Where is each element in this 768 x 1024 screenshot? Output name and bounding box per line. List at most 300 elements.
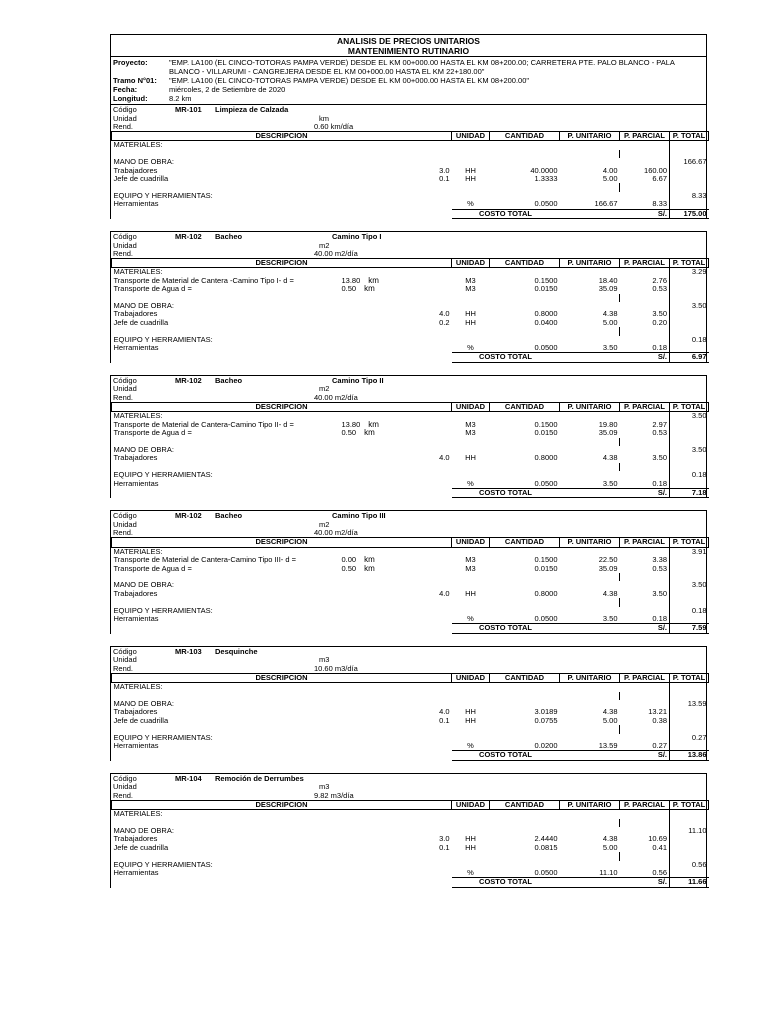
empty-cell xyxy=(560,819,620,827)
equipment-cantidad: 0.0500 xyxy=(534,200,558,209)
material-cantidad: 0.1500 xyxy=(534,276,558,285)
costo-total-value: 6.97 xyxy=(670,353,709,362)
equipment-unit: % xyxy=(467,344,474,353)
item-name: Remoción de Derrumbes xyxy=(215,773,304,783)
materiales-label: MATERIALES: xyxy=(113,267,163,277)
material-p-parcial: 2.76 xyxy=(652,276,667,285)
item-name: Desquinche xyxy=(215,646,258,656)
col-cantidad: CANTIDAD xyxy=(490,673,560,682)
currency-label: S/. xyxy=(620,353,670,362)
mano-obra-label: MANO DE OBRA: xyxy=(113,581,174,590)
labor-unit: HH xyxy=(465,843,476,852)
col-p-unitario: P. UNITARIO xyxy=(560,402,620,411)
currency-label: S/. xyxy=(620,488,670,497)
unidad-label: Unidad xyxy=(113,384,137,394)
empty-cell xyxy=(452,573,490,581)
item-unit: km xyxy=(319,113,329,123)
labor-p-unitario: 5.00 xyxy=(602,843,618,852)
equipment-row xyxy=(112,869,709,878)
item-unit: m3 xyxy=(319,782,330,792)
apu-table xyxy=(111,673,709,761)
empty-cell xyxy=(670,573,709,581)
total-spacer xyxy=(340,353,452,362)
costo-total-label: COSTO TOTAL xyxy=(452,353,560,362)
material-unit: M3 xyxy=(465,285,476,294)
unidad-label: Unidad xyxy=(113,519,137,529)
empty-cell xyxy=(620,294,670,302)
equipment-quantity xyxy=(340,200,452,209)
materiales-heading-row xyxy=(112,268,709,277)
labor-cantidad: 0.0755 xyxy=(534,716,558,725)
labor-p-unitario: 4.38 xyxy=(602,454,618,463)
empty-cell xyxy=(620,692,670,700)
item-unit: m2 xyxy=(319,240,330,250)
currency-label: S/. xyxy=(620,878,670,887)
material-desc-text: Transporte de Material de Cantera-Camino Tipo III- d = xyxy=(113,556,297,565)
equipment-quantity xyxy=(340,615,452,624)
materiales-heading-row xyxy=(112,141,709,150)
empty-cell xyxy=(340,183,452,191)
materiales-label: MATERIALES: xyxy=(113,809,163,819)
empty-cell xyxy=(490,598,560,606)
labor-description: Jefe de cuadrilla xyxy=(113,318,169,327)
apu-block xyxy=(110,773,707,888)
material-p-parcial: 0.53 xyxy=(652,429,667,438)
material-cantidad: 0.0150 xyxy=(534,564,558,573)
costo-total-value: 7.59 xyxy=(670,624,709,633)
labor-p-parcial: 3.50 xyxy=(652,589,667,598)
apu-block xyxy=(110,375,707,498)
labor-p-parcial: 0.38 xyxy=(652,716,667,725)
empty-cell xyxy=(452,327,490,335)
material-p-unitario: 22.50 xyxy=(598,556,618,565)
labor-p-total xyxy=(670,310,709,318)
empty-cell xyxy=(112,852,340,860)
costo-total-row xyxy=(112,624,709,633)
apu-table xyxy=(111,258,709,363)
labor-unit: HH xyxy=(465,716,476,725)
total-spacer xyxy=(560,488,620,497)
material-p-total xyxy=(670,421,709,429)
labor-quantity: 0.1 xyxy=(439,175,450,184)
material-p-unitario: 35.09 xyxy=(598,564,618,573)
labor-row xyxy=(112,175,709,183)
total-spacer xyxy=(112,488,340,497)
empty-cell xyxy=(670,819,709,827)
equipment-p-total xyxy=(670,480,709,489)
equipment-row xyxy=(112,344,709,353)
empty-cell xyxy=(490,819,560,827)
mano-obra-total: 13.59 xyxy=(670,700,709,708)
total-spacer xyxy=(340,624,452,633)
apu-sheet xyxy=(110,34,707,888)
empty-cell xyxy=(620,819,670,827)
col-descripcion: DESCRIPCION xyxy=(112,673,452,682)
material-cantidad: 0.1500 xyxy=(534,556,558,565)
material-p-total xyxy=(670,285,709,293)
mano-obra-total: 11.10 xyxy=(670,827,709,835)
empty-cell xyxy=(340,438,452,446)
item-rend: 0.60 km/día xyxy=(314,122,354,131)
item-code: MR-102 xyxy=(175,375,202,385)
empty-cell xyxy=(620,150,670,158)
col-p-parcial: P. PARCIAL xyxy=(620,673,670,682)
empty-cell xyxy=(340,819,452,827)
costo-total-label: COSTO TOTAL xyxy=(452,878,560,887)
equipment-quantity xyxy=(340,742,452,751)
labor-p-parcial: 0.41 xyxy=(652,843,667,852)
item-info xyxy=(111,376,706,402)
labor-p-total xyxy=(670,717,709,725)
col-p-unitario: P. UNITARIO xyxy=(560,538,620,547)
labor-p-parcial: 13.21 xyxy=(648,708,667,717)
labor-description: Trabajadores xyxy=(113,166,158,175)
col-p-total: P. TOTAL xyxy=(670,402,709,411)
analysis-blocks xyxy=(110,104,707,888)
empty-cell xyxy=(340,725,452,733)
labor-p-total xyxy=(670,844,709,852)
total-spacer xyxy=(560,209,620,218)
unidad-label: Unidad xyxy=(113,240,137,250)
item-info xyxy=(111,105,706,131)
empty-cell xyxy=(340,598,452,606)
empty-cell xyxy=(670,327,709,335)
labor-p-unitario: 4.00 xyxy=(602,166,618,175)
empty-cell xyxy=(490,692,560,700)
total-spacer xyxy=(560,878,620,887)
col-descripcion: DESCRIPCION xyxy=(112,402,452,411)
project-header xyxy=(110,56,707,104)
material-unit: M3 xyxy=(465,420,476,429)
mano-obra-total: 166.67 xyxy=(670,158,709,166)
labor-cantidad: 0.0400 xyxy=(534,318,558,327)
col-p-unitario: P. UNITARIO xyxy=(560,259,620,268)
item-subtitle: Camino Tipo II xyxy=(332,375,384,385)
material-distance xyxy=(340,277,452,285)
equipment-p-parcial: 0.18 xyxy=(652,479,667,488)
labor-row xyxy=(112,717,709,725)
equipment-p-total xyxy=(670,869,709,878)
materiales-total: 3.91 xyxy=(670,547,709,556)
mano-obra-total: 3.50 xyxy=(670,581,709,589)
equipment-p-parcial: 0.27 xyxy=(652,741,667,750)
labor-unit: HH xyxy=(465,310,476,319)
col-p-unitario: P. UNITARIO xyxy=(560,673,620,682)
col-p-parcial: P. PARCIAL xyxy=(620,800,670,809)
labor-p-parcial: 3.50 xyxy=(652,310,667,319)
labor-description: Trabajadores xyxy=(113,835,158,844)
equipment-p-parcial: 0.56 xyxy=(652,869,667,877)
col-unidad: UNIDAD xyxy=(452,259,490,268)
total-spacer xyxy=(340,751,452,760)
table-header-row xyxy=(112,538,709,547)
costo-total-row xyxy=(112,878,709,887)
item-code: MR-102 xyxy=(175,232,202,242)
apu-table xyxy=(111,131,709,219)
equipo-total: 0.56 xyxy=(670,861,709,869)
table-header-row xyxy=(112,132,709,141)
total-spacer xyxy=(340,209,452,218)
spacer-row xyxy=(112,327,709,335)
costo-total-row xyxy=(112,488,709,497)
materiales-total: 3.29 xyxy=(670,268,709,277)
equipment-cantidad: 0.0500 xyxy=(534,614,558,623)
codigo-label: Código xyxy=(113,511,137,521)
empty-cell xyxy=(670,463,709,471)
empty-cell xyxy=(112,819,340,827)
materiales-total xyxy=(670,810,709,819)
empty-cell xyxy=(112,725,340,733)
item-subtitle: Camino Tipo I xyxy=(332,232,382,242)
col-p-parcial: P. PARCIAL xyxy=(620,132,670,141)
labor-row xyxy=(112,708,709,716)
empty-cell xyxy=(112,573,340,581)
material-row xyxy=(112,565,709,573)
total-spacer xyxy=(112,624,340,633)
labor-quantity: 4.0 xyxy=(439,310,450,319)
empty-cell xyxy=(490,573,560,581)
empty-cell xyxy=(620,183,670,191)
materiales-heading-row xyxy=(112,547,709,556)
labor-p-unitario: 4.38 xyxy=(602,708,618,717)
distance-value: 13.80 xyxy=(341,420,361,429)
materiales-label: MATERIALES: xyxy=(113,411,163,421)
equipo-heading-row xyxy=(112,336,709,344)
equipo-total: 8.33 xyxy=(670,192,709,200)
materiales-total xyxy=(670,141,709,150)
material-p-parcial: 0.53 xyxy=(652,564,667,573)
equipo-heading-row xyxy=(112,471,709,479)
equipment-p-total xyxy=(670,200,709,209)
equipment-row xyxy=(112,480,709,489)
materiales-label: MATERIALES: xyxy=(113,547,163,556)
codigo-label: Código xyxy=(113,232,137,242)
col-p-total: P. TOTAL xyxy=(670,259,709,268)
item-info xyxy=(111,774,706,800)
title-line-2: MANTENIMIENTO RUTINARIO xyxy=(347,46,470,56)
labor-p-total xyxy=(670,835,709,843)
item-info xyxy=(111,647,706,673)
material-cantidad: 0.1500 xyxy=(534,420,558,429)
labor-unit: HH xyxy=(465,318,476,327)
material-p-total xyxy=(670,277,709,285)
equipo-label: EQUIPO Y HERRAMIENTAS: xyxy=(113,335,213,344)
empty-cell xyxy=(670,692,709,700)
col-descripcion: DESCRIPCION xyxy=(112,132,452,141)
labor-p-parcial: 6.67 xyxy=(652,175,667,184)
empty-cell xyxy=(340,463,452,471)
mano-obra-heading-row xyxy=(112,446,709,454)
empty-cell xyxy=(452,819,490,827)
labor-p-total xyxy=(670,319,709,327)
mano-obra-heading-row xyxy=(112,302,709,310)
distance-unit: km xyxy=(368,420,379,429)
costo-total-value: 13.86 xyxy=(670,751,709,760)
labor-row xyxy=(112,835,709,843)
empty-cell xyxy=(560,573,620,581)
empty-cell xyxy=(560,327,620,335)
labor-p-unitario: 5.00 xyxy=(602,716,618,725)
empty-cell xyxy=(620,598,670,606)
materiales-heading-row xyxy=(112,810,709,819)
mano-obra-heading-row xyxy=(112,581,709,589)
apu-block xyxy=(110,104,707,219)
material-description xyxy=(112,421,340,429)
total-spacer xyxy=(560,751,620,760)
col-unidad: UNIDAD xyxy=(452,538,490,547)
tramo-label: Tramo N°01: xyxy=(113,76,157,85)
equipo-label: EQUIPO Y HERRAMIENTAS: xyxy=(113,191,213,200)
costo-total-row xyxy=(112,209,709,218)
distance-unit: km xyxy=(364,285,375,294)
distance-value: 0.50 xyxy=(341,564,357,573)
labor-unit: HH xyxy=(465,708,476,717)
equipo-heading-row xyxy=(112,607,709,615)
item-unit: m2 xyxy=(319,519,330,529)
material-distance xyxy=(340,565,452,573)
table-header-row xyxy=(112,259,709,268)
material-distance xyxy=(340,285,452,293)
material-cantidad: 0.0150 xyxy=(534,429,558,438)
labor-description: Trabajadores xyxy=(113,454,158,463)
material-description xyxy=(112,285,340,293)
proyecto-value: "EMP. LA100 (EL CINCO-TOTORAS PAMPA VERDE) DESDE EL KM 00+000.00 HASTA EL KM 08+200.00; CARRETERA PTE. PALO BLANCO - PALA BLANCO - VILLARUMI - CANGREJERA DESDE EL KM 00+000.00 HASTA EL KM 22+180.00" xyxy=(169,58,675,76)
empty-cell xyxy=(670,852,709,860)
labor-p-total xyxy=(670,175,709,183)
col-p-total: P. TOTAL xyxy=(670,538,709,547)
col-unidad: UNIDAD xyxy=(452,673,490,682)
apu-block xyxy=(110,510,707,633)
material-p-unitario: 35.09 xyxy=(598,285,618,294)
equipment-p-unitario: 3.50 xyxy=(602,614,618,623)
material-distance xyxy=(340,556,452,564)
labor-p-parcial: 0.20 xyxy=(652,318,667,327)
empty-cell xyxy=(560,183,620,191)
empty-cell xyxy=(340,150,452,158)
empty-cell xyxy=(452,598,490,606)
material-p-unitario: 18.40 xyxy=(598,276,618,285)
table-header-row xyxy=(112,673,709,682)
material-desc-text: Transporte de Material de Cantera-Camino Tipo II- d = xyxy=(113,420,294,429)
item-rend: 40.00 m2/día xyxy=(314,528,358,538)
materiales-heading-row xyxy=(112,412,709,421)
material-distance xyxy=(340,421,452,429)
labor-row xyxy=(112,167,709,175)
empty-cell xyxy=(112,463,340,471)
material-distance xyxy=(340,429,452,437)
empty-cell xyxy=(490,725,560,733)
material-row xyxy=(112,421,709,429)
empty-cell xyxy=(112,183,340,191)
empty-cell xyxy=(670,183,709,191)
equipo-total: 0.18 xyxy=(670,336,709,344)
material-desc-text: Transporte de Agua d = xyxy=(113,564,192,573)
equipment-cantidad: 0.0500 xyxy=(534,869,558,877)
equipment-unit: % xyxy=(467,741,474,750)
distance-value: 0.50 xyxy=(341,429,357,438)
empty-cell xyxy=(112,294,340,302)
empty-cell xyxy=(560,438,620,446)
empty-cell xyxy=(112,327,340,335)
equipment-quantity xyxy=(340,480,452,489)
spacer-row xyxy=(112,150,709,158)
total-spacer xyxy=(560,353,620,362)
equipo-total: 0.18 xyxy=(670,607,709,615)
equipment-p-unitario: 11.10 xyxy=(599,869,618,877)
mano-obra-heading-row xyxy=(112,827,709,835)
material-p-parcial: 2.97 xyxy=(652,420,667,429)
col-p-total: P. TOTAL xyxy=(670,800,709,809)
mano-obra-heading-row xyxy=(112,158,709,166)
spacer-row xyxy=(112,852,709,860)
col-unidad: UNIDAD xyxy=(452,402,490,411)
spacer-row xyxy=(112,573,709,581)
col-unidad: UNIDAD xyxy=(452,132,490,141)
spacer-row xyxy=(112,438,709,446)
empty-cell xyxy=(560,150,620,158)
equipment-p-parcial: 8.33 xyxy=(652,200,667,209)
col-p-unitario: P. UNITARIO xyxy=(560,132,620,141)
empty-cell xyxy=(620,573,670,581)
empty-cell xyxy=(452,852,490,860)
col-p-unitario: P. UNITARIO xyxy=(560,800,620,809)
total-spacer xyxy=(112,878,340,887)
labor-description: Jefe de cuadrilla xyxy=(113,843,169,852)
col-p-total: P. TOTAL xyxy=(670,673,709,682)
empty-cell xyxy=(620,725,670,733)
labor-p-total xyxy=(670,708,709,716)
rend-label: Rend. xyxy=(113,122,134,131)
mano-obra-total: 3.50 xyxy=(670,446,709,454)
col-p-parcial: P. PARCIAL xyxy=(620,259,670,268)
material-cantidad: 0.0150 xyxy=(534,285,558,294)
col-cantidad: CANTIDAD xyxy=(490,132,560,141)
labor-unit: HH xyxy=(465,835,476,844)
col-descripcion: DESCRIPCION xyxy=(112,800,452,809)
empty-cell xyxy=(452,725,490,733)
material-desc-text: Transporte de Agua d = xyxy=(113,285,192,294)
item-name: Bacheo xyxy=(215,511,243,521)
mano-obra-label: MANO DE OBRA: xyxy=(113,699,174,708)
costo-total-value: 11.66 xyxy=(670,878,709,887)
labor-quantity: 0.1 xyxy=(439,843,450,852)
labor-description: Trabajadores xyxy=(113,589,158,598)
costo-total-row xyxy=(112,353,709,362)
empty-cell xyxy=(670,150,709,158)
empty-cell xyxy=(340,573,452,581)
distance-value: 0.00 xyxy=(341,556,357,565)
labor-quantity: 0.2 xyxy=(439,318,450,327)
distance-unit: km xyxy=(364,556,375,565)
equipment-row xyxy=(112,200,709,209)
material-p-unitario: 35.09 xyxy=(598,429,618,438)
distance-unit: km xyxy=(368,276,379,285)
mano-obra-label: MANO DE OBRA: xyxy=(113,158,174,167)
costo-total-label: COSTO TOTAL xyxy=(452,624,560,633)
equipment-quantity xyxy=(340,869,452,878)
apu-table xyxy=(111,402,709,498)
labor-p-unitario: 5.00 xyxy=(602,318,618,327)
mano-obra-label: MANO DE OBRA: xyxy=(113,302,174,311)
mano-obra-label: MANO DE OBRA: xyxy=(113,826,174,835)
labor-quantity: 3.0 xyxy=(439,835,450,844)
material-unit: M3 xyxy=(465,556,476,565)
equipment-p-parcial: 0.18 xyxy=(652,344,667,353)
equipo-heading-row xyxy=(112,192,709,200)
item-code: MR-101 xyxy=(175,105,202,114)
apu-table xyxy=(111,537,709,633)
material-row xyxy=(112,556,709,564)
